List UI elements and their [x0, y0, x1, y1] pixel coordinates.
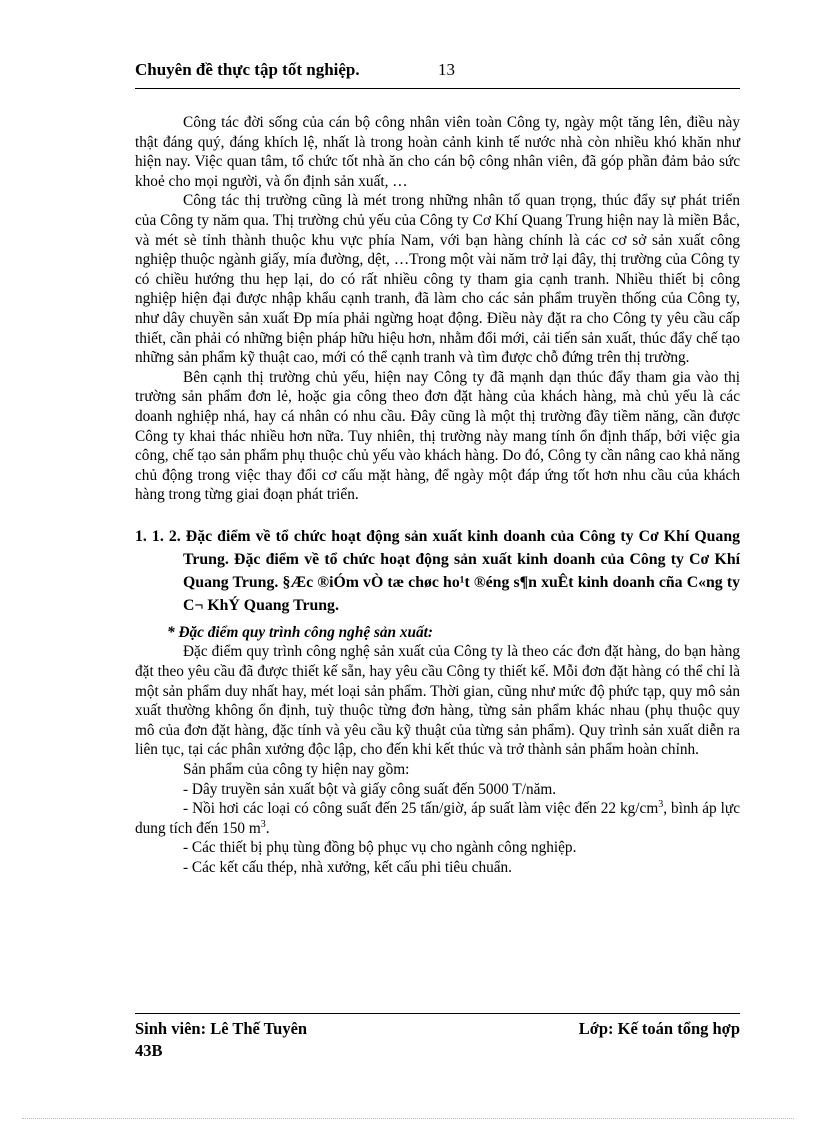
superscript: 3 [658, 799, 664, 811]
page-edge-divider [22, 1118, 794, 1119]
paragraph-niche-market: Bên cạnh thị trường chủ yếu, hiện nay Công ty đã mạnh dạn thúc đẩy tham gia vào thị trường sản phẩm đơn lẻ, hoặc gia công theo đơn đặt hàng của khách hàng, mà chủ yếu là các doanh nghiệp nhá, hay cá nhân có nhu cầu. Đây cũng là một thị trường đầy tiềm năng, cần được Công ty khai thác nhiều hơn nữa. Tuy nhiên, thị trường này mang tính ổn định thấp, bởi việc gia công, chế tạo sản phẩm phụ thuộc chủ yếu vào khách hàng. Do đó, Công ty cần nâng cao khả năng chủ động trong việc thay đổi cơ cấu mặt hàng, để ngày một đáp ứng tốt hơn nhu cầu của khách hàng trong từng giai đoạn phát triển. [135, 368, 740, 504]
student-name: Sinh viên: Lê Thế Tuyên [135, 1019, 308, 1038]
product-item-text: , bình áp lực dung tích đến 150 m [135, 800, 740, 837]
superscript: 3 [260, 818, 266, 830]
product-item: - Dây truyền sản xuất bột và giấy công suất đến 5000 T/năm. [183, 780, 557, 798]
page-body [135, 113, 740, 878]
paragraph-market: Công tác thị trường cũng là mét trong những nhân tố quan trọng, thúc đẩy sự phát triển của Công ty năm qua. Thị trường chủ yếu của Công ty Cơ Khí Quang Trung hiện nay là miền Bắc, và mét sè tỉnh thành thuộc khu vực phía Nam, với bạn hàng chính là các cơ sở sản xuất công nghiệp thuộc ngành giấy, mía đường, dệt, …Trong một vài năm trở lại đây, thị trường của Công ty có chiều hướng thu hẹp lại, do có rất nhiều công ty tham gia cạnh tranh. Nhiều thiết bị công nghiệp hiện đại được nhập khẩu cạnh tranh, đã làm cho các sản phẩm truyền thống của Công ty, như dây chuyền sản xuất Ðp mía phải ngừng hoạt động. Điều này đặt ra cho Công ty yêu cầu cấp thiết, cần phải có những biện pháp hữu hiệu hơn, nhằm đổi mới, cải tiến sản xuất, thúc đẩy chế tạo những sản phẩm kỹ thuật cao, mới có thể cạnh tranh và tìm được chỗ đứng trên thị trường. [135, 192, 740, 367]
page-header [135, 60, 740, 89]
page-footer [135, 1013, 740, 1062]
document-title: Chuyên đề thực tập tốt nghiệp. [135, 60, 360, 79]
paragraph-process: Đặc điểm quy trình công nghệ sản xuất của Công ty là theo các đơn đặt hàng, do bạn hàng đặt theo yêu cầu đã được thiết kế sẵn, hay yêu cầu Công ty thiết kế. Mỗi đơn đặt hàng có thể chỉ là một sản phẩm duy nhất hay, mét loại sản phẩm. Thời gian, cũng như mức độ phức tạp, quy mô sản xuất thường không ổn định, tuỳ thuộc từng đơn hàng, từng sản phẩm khác nhau (phụ thuộc quy mô của đơn đặt hàng, đặc tính và yêu cầu kỹ thuật của từng sản phẩm). Quy trình sản xuất diễn ra liên tục, tại các phân xưởng độc lập, cho đến khi kết thúc và trở thành sản phẩm hoàn chỉnh. [135, 643, 740, 759]
product-item: - Các kết cấu thép, nhà xưởng, kết cấu phi tiêu chuẩn. [183, 859, 513, 876]
paragraph-staff-welfare: Công tác đời sống của cán bộ công nhân viên toàn Công ty, ngày một tăng lên, điều này thật đáng quý, đáng khích lệ, nhất là trong hoàn cảnh kinh tế nước nhà còn nhiều khó khăn như hiện nay. Việc quan tâm, tổ chức tốt nhà ăn cho cán bộ công nhân viên, đã góp phần đảm bảo sức khoẻ cho mọi người, và ổn định sản xuất, … [135, 114, 740, 190]
class-label: Lớp: Kế toán tổng hợp [578, 1019, 740, 1038]
products-intro: Sản phẩm của công ty hiện nay gồm: [183, 761, 410, 779]
product-item-text: - Nồi hơi các loại có công suất đến 25 tấn/giờ, áp suất làm việc đến 22 kg/cm [183, 800, 659, 818]
product-item: - Các thiết bị phụ tùng đồng bộ phục vụ cho ngành công nghiệp. [183, 839, 577, 857]
subheading-process: * Đặc điểm quy trình công nghệ sản xuất: [167, 623, 434, 641]
page-number: 13 [438, 60, 455, 79]
class-code: 43B [135, 1041, 163, 1060]
section-heading: 1. 1. 2. Đặc điểm về tổ chức hoạt động sản xuất kinh doanh của Công ty Cơ Khí Quang Trung. Đặc điểm về tổ chức hoạt động sản xuất kinh doanh của Công ty Cơ Khí Quang Trung. §Æc ®iÓm vÒ tæ chøc ho¹t ®éng s¶n xuÊt kinh doanh cña C«ng ty C¬ KhÝ Quang Trung. [135, 527, 740, 614]
product-item [135, 799, 740, 838]
product-item-text: . [265, 819, 270, 837]
